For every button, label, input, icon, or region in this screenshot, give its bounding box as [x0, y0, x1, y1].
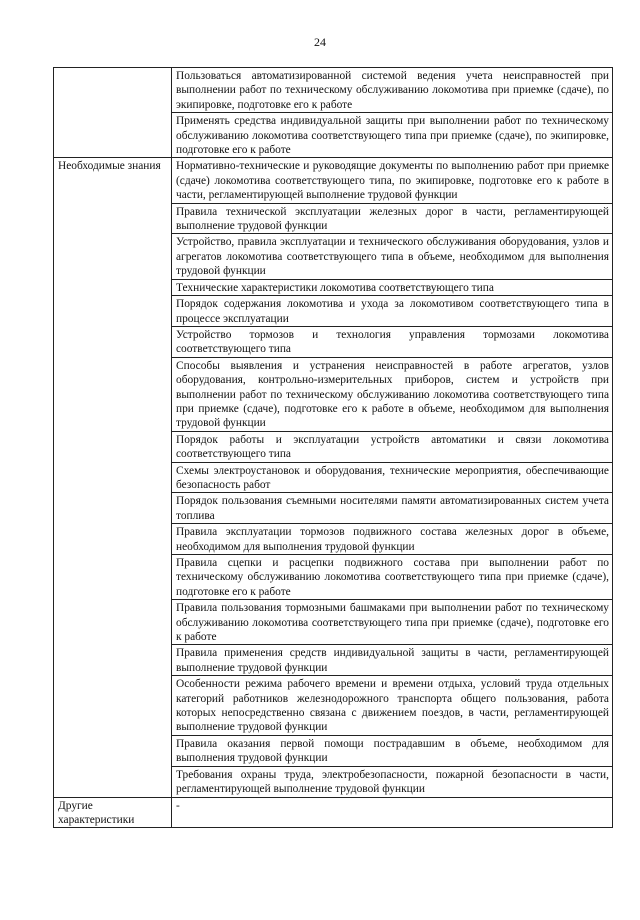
row-label: [54, 68, 172, 158]
competency-table-body: [54, 68, 613, 828]
requirement-text: Правила пользования тормозными башмаками при выполнении работ по техническому обслуживанию локомотива соответствующего типа при приемке (сдаче), подготовке его к работе: [172, 600, 613, 645]
competency-table: [53, 67, 613, 828]
requirement-text: Правила технической эксплуатации железных дорог в части, регламентирующей выполнение трудовой функции: [172, 203, 613, 234]
requirement-text: Требования охраны труда, электробезопасности, пожарной безопасности в части, регламентирующей выполнение трудовой функции: [172, 766, 613, 797]
requirement-text: Порядок пользования съемными носителями памяти автоматизированных систем учета топлива: [172, 493, 613, 524]
requirement-text: Правила эксплуатации тормозов подвижного состава железных дорог в объеме, необходимом для выполнения трудовой функции: [172, 524, 613, 555]
requirement-text: Нормативно-технические и руководящие документы по выполнению работ при приемке (сдаче) локомотива соответствующего типа, по экипировке, подготовке его к работе в части, регламентирующей выполнение трудовой функции: [172, 158, 613, 203]
requirement-text: Схемы электроустановок и оборудования, технические мероприятия, обеспечивающие безопасность работ: [172, 462, 613, 493]
requirement-text: Порядок работы и эксплуатации устройств автоматики и связи локомотива соответствующего типа: [172, 431, 613, 462]
requirement-text: Способы выявления и устранения неисправностей в работе агрегатов, узлов оборудования, контрольно-измерительных приборов, систем и устройств при выполнении работ по техническому обслуживанию локомотива соответствующего типа при приемке (сдаче), подготовке его к работе в объеме, необходимом для выполнения трудовой функции: [172, 357, 613, 431]
row-label: Необходимые знания: [54, 158, 172, 797]
requirement-text: Особенности режима рабочего времени и времени отдыха, условий труда отдельных категорий работников железнодорожного транспорта общего пользования, работа которых непосредственно связана с движением поездов, в части, регламентирующей выполнение трудовой функции: [172, 676, 613, 736]
requirement-text: Пользоваться автоматизированной системой ведения учета неисправностей при выполнении работ по техническому обслуживанию локомотива при приемке (сдаче), по экипировке, подготовке его к работе: [172, 68, 613, 113]
table-row: [54, 158, 613, 203]
requirement-text: Применять средства индивидуальной защиты при выполнении работ по техническому обслуживанию локомотива соответствующего типа при приемке (сдаче), по экипировке, подготовке его к работе: [172, 113, 613, 158]
row-label: Другие характеристики: [54, 797, 172, 828]
requirement-text: -: [172, 797, 613, 828]
page-number: 24: [314, 35, 326, 49]
requirement-text: Технические характеристики локомотива соответствующего типа: [172, 279, 613, 295]
table-row: [54, 68, 613, 113]
table-row: [54, 797, 613, 828]
requirement-text: Правила оказания первой помощи пострадавшим в объеме, необходимом для выполнения трудовой функции: [172, 735, 613, 766]
requirement-text: Правила сцепки и расцепки подвижного состава при выполнении работ по техническому обслуживанию локомотива соответствующего типа при приемке (сдаче), подготовке его к работе: [172, 555, 613, 600]
requirement-text: Устройство, правила эксплуатации и технического обслуживания оборудования, узлов и агрегатов локомотива соответствующего типа в объеме, необходимом для выполнения трудовой функции: [172, 234, 613, 279]
requirement-text: Устройство тормозов и технология управления тормозами локомотива соответствующего типа: [172, 326, 613, 357]
requirement-text: Порядок содержания локомотива и ухода за локомотивом соответствующего типа в процессе эксплуатации: [172, 296, 613, 327]
requirement-text: Правила применения средств индивидуальной защиты в части, регламентирующей выполнение трудовой функции: [172, 645, 613, 676]
